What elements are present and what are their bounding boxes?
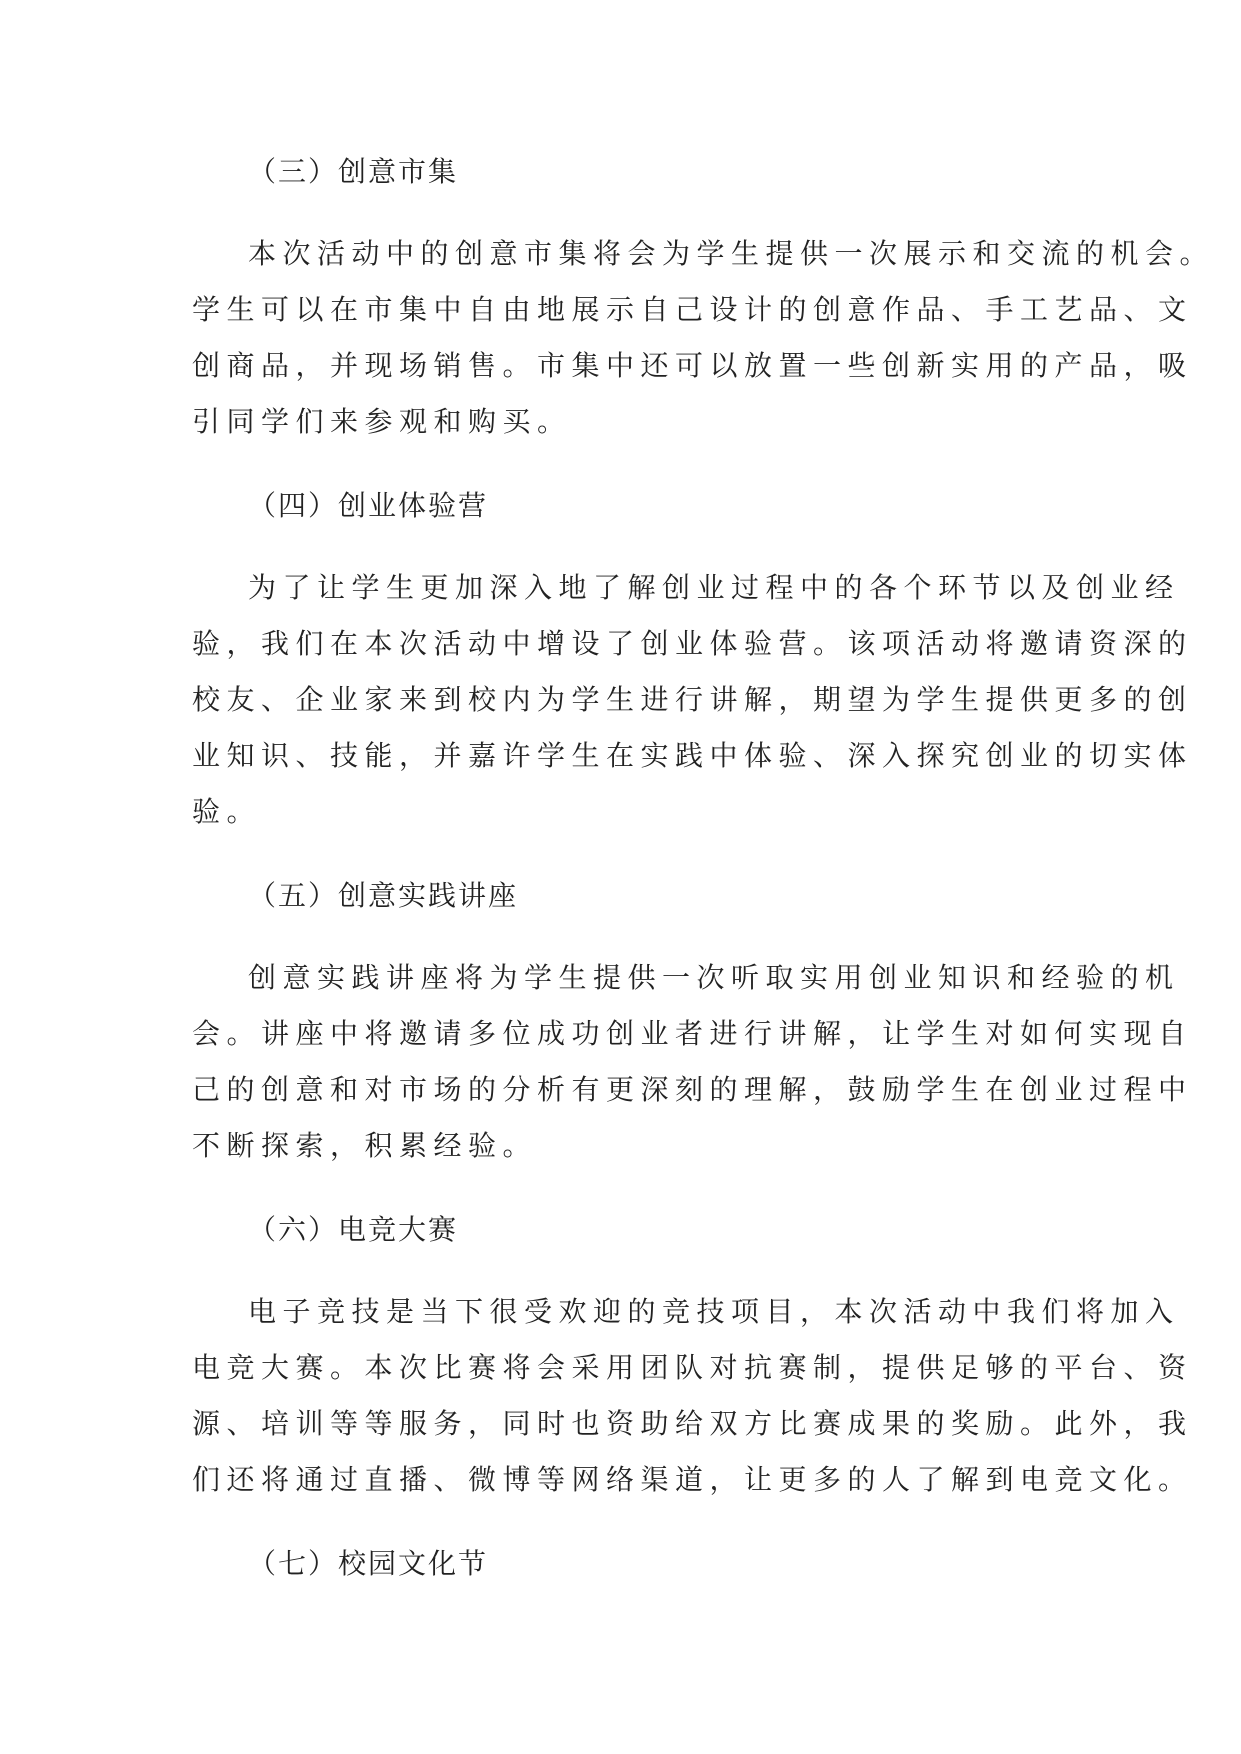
section-heading: （七）校园文化节 [248, 1547, 489, 1580]
paragraph-line: 源、培训等等服务，同时也资助给双方比赛成果的奖励。此外，我 [192, 1407, 1193, 1440]
paragraph-line: 创商品，并现场销售。市集中还可以放置一些创新实用的产品，吸 [192, 349, 1193, 382]
paragraph-line: 们还将通过直播、微博等网络渠道，让更多的人了解到电竞文化。 [192, 1463, 1193, 1496]
paragraph-line: 为了让学生更加深入地了解创业过程中的各个环节以及创业经 [248, 571, 1180, 604]
section-5 [192, 868, 1193, 1174]
document-body [192, 144, 1215, 1618]
paragraph-line: 电子竞技是当下很受欢迎的竞技项目，本次活动中我们将加入 [248, 1295, 1180, 1328]
section-paragraph [192, 226, 1215, 450]
paragraph-line: 校友、企业家来到校内为学生进行讲解，期望为学生提供更多的创 [192, 683, 1193, 716]
paragraph-line: 引同学们来参观和购买。 [192, 405, 572, 438]
section-heading: （三）创意市集 [248, 155, 459, 188]
section-paragraph [192, 950, 1193, 1174]
section-paragraph [192, 560, 1193, 840]
paragraph-line: 不断探索，积累经验。 [192, 1129, 538, 1162]
paragraph-line: 业知识、技能，并嘉许学生在实践中体验、深入探究创业的切实体 [192, 739, 1193, 772]
paragraph-line: 电竞大赛。本次比赛将会采用团队对抗赛制，提供足够的平台、资 [192, 1351, 1193, 1384]
paragraph-line: 验，我们在本次活动中增设了创业体验营。该项活动将邀请资深的 [192, 627, 1193, 660]
paragraph-line: 本次活动中的创意市集将会为学生提供一次展示和交流的机会。 [248, 237, 1215, 270]
section-7 [192, 1536, 1062, 1592]
paragraph-line: 创意实践讲座将为学生提供一次听取实用创业知识和经验的机 [248, 961, 1180, 994]
paragraph-line: 会。讲座中将邀请多位成功创业者进行讲解，让学生对如何实现自 [192, 1017, 1193, 1050]
section-heading: （六）电竞大赛 [248, 1213, 459, 1246]
section-6 [192, 1202, 1193, 1508]
paragraph-line: 验。 [192, 795, 262, 828]
paragraph-line: 学生可以在市集中自由地展示自己设计的创意作品、手工艺品、文 [192, 293, 1193, 326]
section-heading: （五）创意实践讲座 [248, 879, 519, 912]
paragraph-line: 己的创意和对市场的分析有更深刻的理解，鼓励学生在创业过程中 [192, 1073, 1193, 1106]
section-heading: （四）创业体验营 [248, 489, 489, 522]
section-3 [192, 144, 1215, 450]
section-4 [192, 478, 1193, 840]
section-paragraph [192, 1284, 1193, 1508]
